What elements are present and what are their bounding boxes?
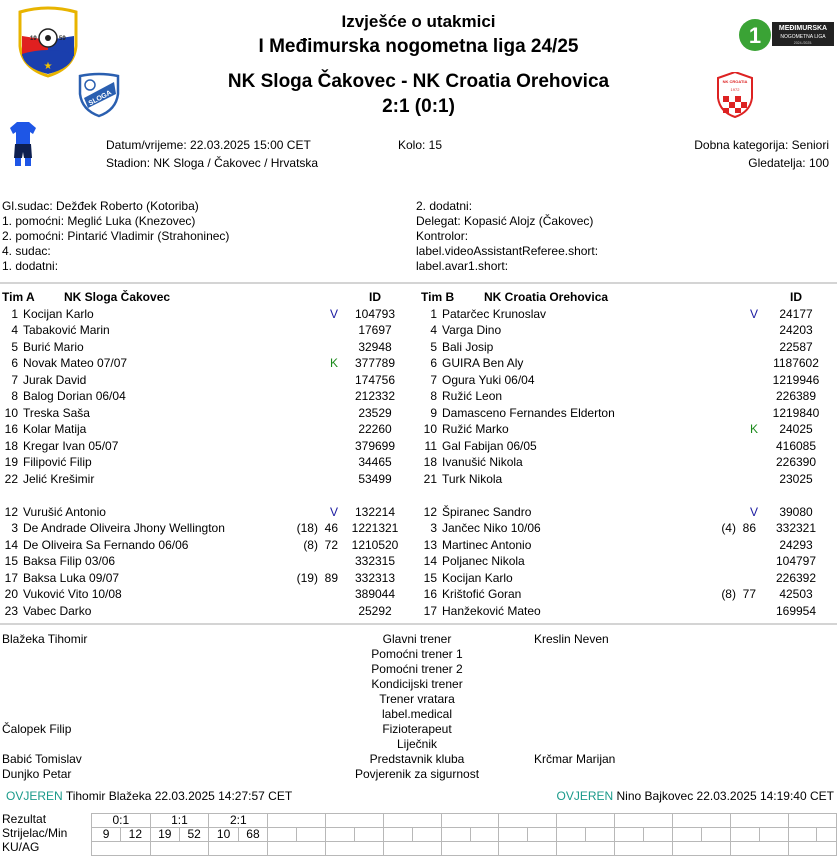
- player-id: 1187602: [773, 356, 819, 370]
- player-name: Jurak David: [23, 373, 87, 387]
- player-name: Tabaković Marin: [23, 323, 110, 337]
- goals-table: [91, 813, 837, 856]
- player-row: [0, 421, 410, 437]
- team-a-label: Tim A: [2, 290, 35, 304]
- player-id: 24025: [779, 422, 813, 436]
- goalkeeper-badge: V: [329, 505, 338, 519]
- match-round: Kolo: 15: [398, 138, 443, 152]
- match-datetime: Datum/vrijeme: 22.03.2025 15:00 CET: [106, 138, 311, 152]
- player-id: 1221321: [351, 521, 399, 535]
- substitution-info: (19) 89: [296, 571, 338, 585]
- player-name: Ogura Yuki 06/04: [442, 373, 535, 387]
- player-id: 17697: [358, 323, 392, 337]
- substitution-info: (18) 46: [296, 521, 338, 535]
- player-row: [419, 520, 829, 536]
- verification-right: [556, 789, 834, 803]
- player-id: 389044: [354, 587, 396, 601]
- player-id: 132214: [354, 505, 396, 519]
- player-id: 24293: [779, 538, 813, 552]
- goal-ku-cell: [788, 842, 837, 856]
- player-name: Hanžeković Mateo: [442, 604, 541, 618]
- player-number: 3: [11, 521, 18, 535]
- goal-scorer-cell: 12: [121, 828, 150, 842]
- player-name: Turk Nikola: [442, 472, 503, 486]
- player-id: 23529: [358, 406, 392, 420]
- staff-role: Povjerenik za sigurnost: [354, 767, 480, 781]
- goal-result-cell: [441, 814, 499, 828]
- goal-scorer-cell: [730, 828, 759, 842]
- player-name: De Andrade Oliveira Jhony Wellington: [23, 521, 225, 535]
- player-id: 174756: [354, 373, 396, 387]
- player-id: 25292: [358, 604, 392, 618]
- player-number: 6: [11, 356, 18, 370]
- team-a-name: NK Sloga Čakovec: [64, 290, 171, 304]
- player-row: [0, 322, 410, 338]
- player-number: 10: [4, 406, 18, 420]
- captain-badge: K: [749, 422, 758, 436]
- player-number: 4: [430, 323, 437, 337]
- player-id: 24203: [779, 323, 813, 337]
- player-number: 1: [430, 307, 437, 321]
- player-row: [0, 306, 410, 322]
- match-score: 2:1 (0:1): [382, 96, 455, 117]
- player-name: Kregar Ivan 05/07: [23, 439, 119, 453]
- player-row: [0, 471, 410, 487]
- goal-result-cell: [326, 814, 384, 828]
- goal-result-cell: [557, 814, 615, 828]
- team-b-id-header: ID: [790, 290, 802, 304]
- team-b-label: Tim B: [421, 290, 455, 304]
- player-id: 416085: [775, 439, 817, 453]
- team-b-name: NK Croatia Orehovica: [484, 290, 609, 304]
- home-staff-name: Čalopek Filip: [2, 722, 72, 736]
- player-row: [419, 586, 829, 602]
- player-name: Varga Dino: [442, 323, 502, 337]
- player-id: 32948: [358, 340, 392, 354]
- svg-text:NK CROATIA: NK CROATIA: [722, 79, 748, 84]
- goal-ku-cell: [268, 842, 326, 856]
- player-row: [0, 553, 410, 569]
- player-row: [419, 405, 829, 421]
- goal-scorer-cell: [499, 828, 528, 842]
- goal-result-cell: [788, 814, 837, 828]
- player-id: 34465: [358, 455, 392, 469]
- official-assistant-2: 2. pomoćni: Pintarić Vladimir (Strahoninec): [2, 229, 230, 243]
- player-name: Ružić Leon: [442, 389, 503, 403]
- player-id: 1219946: [772, 373, 820, 387]
- goal-scorer-cell: [383, 828, 412, 842]
- goal-scorer-cell: [759, 828, 788, 842]
- svg-text:SLOGA: SLOGA: [87, 89, 113, 108]
- goalkeeper-badge: V: [749, 307, 758, 321]
- player-number: 3: [430, 521, 437, 535]
- player-row: [419, 471, 829, 487]
- goals-row: [92, 814, 837, 828]
- player-row: [419, 454, 829, 470]
- player-name: Kocijan Karlo: [23, 307, 94, 321]
- player-row: [419, 438, 829, 454]
- goals-label-ku: KU/AG: [2, 840, 40, 854]
- player-row: [0, 520, 410, 536]
- player-number: 4: [11, 323, 18, 337]
- player-number: 7: [430, 373, 437, 387]
- player-name: Filipović Filip: [23, 455, 92, 469]
- kit-icon: [10, 122, 36, 166]
- player-name: De Oliveira Sa Fernando 06/06: [23, 538, 189, 552]
- goal-ku-cell: [441, 842, 499, 856]
- goal-scorer-cell: [615, 828, 644, 842]
- player-number: 13: [423, 538, 437, 552]
- player-id: 332313: [354, 571, 396, 585]
- staff-role: label.medical: [381, 707, 453, 721]
- goal-scorer-cell: [788, 828, 817, 842]
- player-row: [419, 570, 829, 586]
- player-name: Jančec Niko 10/06: [442, 521, 541, 535]
- player-name: Damasceno Fernandes Elderton: [442, 406, 615, 420]
- goal-scorer-cell: [354, 828, 383, 842]
- player-number: 18: [423, 455, 437, 469]
- player-number: 17: [4, 571, 18, 585]
- player-number: 8: [430, 389, 437, 403]
- player-name: Burić Mario: [23, 340, 84, 354]
- player-number: 12: [423, 505, 437, 519]
- player-id: 1210520: [351, 538, 399, 552]
- away-staff-name: Kreslin Neven: [534, 632, 609, 646]
- staff-role: Predstavnik kluba: [369, 752, 465, 766]
- player-id: 226390: [775, 455, 817, 469]
- player-id: 104793: [354, 307, 396, 321]
- goals-label-scorer: Strijelac/Min: [2, 826, 68, 840]
- player-number: 15: [423, 571, 437, 585]
- player-name: Ivanušić Nikola: [442, 455, 523, 469]
- goal-ku-cell: [383, 842, 441, 856]
- player-number: 14: [423, 554, 437, 568]
- player-id: 226392: [775, 571, 817, 585]
- goal-scorer-cell: 52: [179, 828, 208, 842]
- officials-left: [2, 199, 229, 274]
- age-category: Dobna kategorija: Seniori: [694, 138, 829, 152]
- player-number: 10: [423, 422, 437, 436]
- home-staff-name: Dunjko Petar: [2, 767, 72, 781]
- substitution-info: (8) 77: [721, 587, 756, 601]
- official-fourth: 4. sudac:: [2, 244, 51, 258]
- staff-role: Pomoćni trener 2: [371, 662, 463, 676]
- goal-scorer-cell: [268, 828, 297, 842]
- player-name: Patarčec Krunoslav: [442, 307, 547, 321]
- player-name: Balog Dorian 06/04: [23, 389, 126, 403]
- report-title: Izvješće o utakmici: [341, 12, 496, 31]
- player-id: 53499: [358, 472, 392, 486]
- goal-ku-cell: [615, 842, 673, 856]
- official-main-referee: Gl.sudac: Dežđek Roberto (Kotoriba): [2, 199, 199, 213]
- player-number: 6: [430, 356, 437, 370]
- player-number: 9: [430, 406, 437, 420]
- player-number: 20: [4, 587, 18, 601]
- divider: [0, 623, 837, 625]
- team-a-id-header: ID: [369, 290, 381, 304]
- player-row: [0, 586, 410, 602]
- verified-status: OVJEREN: [556, 789, 614, 803]
- player-row: [0, 355, 410, 371]
- official-var: label.videoAssistantReferee.short:: [416, 244, 599, 258]
- goal-result-cell: [268, 814, 326, 828]
- goal-result-cell: 0:1: [92, 814, 151, 828]
- player-name: Špiranec Sandro: [442, 505, 532, 519]
- divider: [0, 282, 837, 284]
- player-row: [0, 339, 410, 355]
- svg-text:MEĐIMURSKA: MEĐIMURSKA: [778, 25, 828, 32]
- goal-ku-cell: [672, 842, 730, 856]
- official-delegate: Delegat: Kopasić Alojz (Čakovec): [416, 214, 594, 228]
- player-id: 22260: [358, 422, 392, 436]
- staff-role: Fizioterapeut: [382, 722, 452, 736]
- player-name: Baksa Filip 03/06: [23, 554, 116, 568]
- player-number: 11: [424, 439, 437, 453]
- player-name: Jelić Krešimir: [23, 472, 95, 486]
- player-name: Novak Mateo 07/07: [23, 356, 128, 370]
- player-number: 21: [423, 472, 437, 486]
- goal-scorer-cell: 68: [238, 828, 267, 842]
- player-id: 332315: [354, 554, 396, 568]
- goal-scorer-cell: [441, 828, 470, 842]
- goal-result-cell: [383, 814, 441, 828]
- goals-row: [92, 828, 837, 842]
- goal-ku-cell: [730, 842, 788, 856]
- player-name: Baksa Luka 09/07: [23, 571, 120, 585]
- player-name: Treska Saša: [23, 406, 90, 420]
- goalkeeper-badge: V: [329, 307, 338, 321]
- player-row: [419, 372, 829, 388]
- svg-text:2024./2025.: 2024./2025.: [793, 41, 813, 45]
- player-number: 16: [423, 587, 437, 601]
- staff-role: Liječnik: [396, 737, 438, 751]
- goal-scorer-cell: [297, 828, 326, 842]
- goalkeeper-badge: V: [749, 505, 758, 519]
- home-staff-name: Blažeka Tihomir: [2, 632, 88, 646]
- player-number: 23: [4, 604, 18, 618]
- goal-result-cell: 1:1: [150, 814, 209, 828]
- player-row: [419, 388, 829, 404]
- player-row: [419, 306, 829, 322]
- goal-scorer-cell: 9: [92, 828, 121, 842]
- player-id: 1219840: [772, 406, 820, 420]
- match-title: NK Sloga Čakovec - NK Croatia Orehovica: [227, 71, 610, 92]
- match-stadium: Stadion: NK Sloga / Čakovec / Hrvatska: [106, 156, 319, 170]
- goal-result-cell: [730, 814, 788, 828]
- svg-text:★: ★: [43, 61, 53, 72]
- player-name: Vabec Darko: [23, 604, 92, 618]
- player-number: 5: [11, 340, 18, 354]
- player-row: [0, 603, 410, 619]
- svg-text:59: 59: [59, 36, 66, 42]
- player-number: 22: [4, 472, 18, 486]
- verified-by: Nino Bajkovec 22.03.2025 14:19:40 CET: [616, 789, 834, 803]
- staff-role: Kondicijski trener: [371, 677, 463, 691]
- player-number: 15: [4, 554, 18, 568]
- player-number: 14: [4, 538, 18, 552]
- player-number: 12: [4, 505, 18, 519]
- goal-scorer-cell: [412, 828, 441, 842]
- goal-scorer-cell: [557, 828, 586, 842]
- player-id: 169954: [775, 604, 817, 618]
- player-name: Martinec Antonio: [442, 538, 532, 552]
- official-controller: Kontrolor:: [416, 229, 469, 243]
- goal-scorer-cell: [701, 828, 730, 842]
- attendance: Gledatelja: 100: [748, 156, 829, 170]
- player-number: 17: [423, 604, 437, 618]
- goal-ku-cell: [209, 842, 268, 856]
- player-number: 5: [430, 340, 437, 354]
- goals-labels: [2, 812, 67, 854]
- player-name: Kocijan Karlo: [442, 571, 513, 585]
- official-assistant-1: 1. pomoćni: Meglić Luka (Knezovec): [2, 214, 196, 228]
- goal-result-cell: [499, 814, 557, 828]
- player-name: GUIRA Ben Aly: [442, 356, 524, 370]
- player-number: 19: [4, 455, 18, 469]
- svg-text:1972: 1972: [730, 87, 740, 92]
- home-staff-name: Babić Tomislav: [2, 752, 82, 766]
- player-row: [419, 553, 829, 569]
- goal-result-cell: [615, 814, 673, 828]
- staff-role: Glavni trener: [382, 632, 452, 646]
- player-row: [0, 372, 410, 388]
- player-row: [419, 421, 829, 437]
- player-number: 7: [11, 373, 18, 387]
- goals-label-result: Rezultat: [2, 812, 47, 826]
- verification-left: [6, 789, 292, 803]
- official-additional-1: 1. dodatni:: [2, 259, 59, 273]
- player-row: [0, 454, 410, 470]
- player-row: [419, 339, 829, 355]
- player-row: [419, 504, 829, 520]
- player-name: Bali Josip: [442, 340, 494, 354]
- goal-result-cell: 2:1: [209, 814, 268, 828]
- verified-by: Tihomir Blažeka 22.03.2025 14:27:57 CET: [65, 789, 293, 803]
- official-additional-2: 2. dodatni:: [416, 199, 473, 213]
- official-avar: label.avar1.short:: [416, 259, 509, 273]
- goal-scorer-cell: 10: [209, 828, 238, 842]
- player-id: 377789: [354, 356, 396, 370]
- officials-right: [416, 199, 598, 274]
- player-number: 8: [11, 389, 18, 403]
- away-staff-name: Krčmar Marijan: [534, 752, 616, 766]
- player-row: [419, 322, 829, 338]
- player-row: [0, 405, 410, 421]
- player-id: 104797: [775, 554, 817, 568]
- player-row: [0, 504, 410, 520]
- substitution-info: (8) 72: [303, 538, 338, 552]
- goal-scorer-cell: [817, 828, 837, 842]
- player-id: 226389: [775, 389, 817, 403]
- player-name: Krištofić Goran: [442, 587, 522, 601]
- player-name: Poljanec Nikola: [442, 554, 525, 568]
- player-name: Ružić Marko: [442, 422, 509, 436]
- goal-ku-cell: [499, 842, 557, 856]
- goal-scorer-cell: [672, 828, 701, 842]
- goal-scorer-cell: [643, 828, 672, 842]
- goal-scorer-cell: [470, 828, 499, 842]
- player-row: [419, 603, 829, 619]
- player-id: 212332: [354, 389, 396, 403]
- goal-scorer-cell: [528, 828, 557, 842]
- player-row: [0, 438, 410, 454]
- player-row: [0, 570, 410, 586]
- player-name: Vurušić Antonio: [23, 505, 106, 519]
- player-number: 18: [4, 439, 18, 453]
- player-name: Gal Fabijan 06/05: [442, 439, 537, 453]
- goal-ku-cell: [92, 842, 151, 856]
- player-number: 1: [11, 307, 18, 321]
- goal-scorer-cell: 19: [150, 828, 179, 842]
- player-row: [0, 388, 410, 404]
- player-name: Vuković Vito 10/08: [23, 587, 122, 601]
- goal-result-cell: [672, 814, 730, 828]
- goal-ku-cell: [150, 842, 209, 856]
- goal-scorer-cell: [586, 828, 615, 842]
- player-number: 16: [4, 422, 18, 436]
- player-id: 39080: [779, 505, 813, 519]
- staff-role: Pomoćni trener 1: [371, 647, 463, 661]
- captain-badge: K: [329, 356, 338, 370]
- player-id: 23025: [779, 472, 813, 486]
- player-id: 332321: [775, 521, 817, 535]
- goal-scorer-cell: [326, 828, 355, 842]
- player-id: 22587: [779, 340, 813, 354]
- player-row: [419, 537, 829, 553]
- goals-row: [92, 842, 837, 856]
- player-id: 24177: [779, 307, 813, 321]
- goal-ku-cell: [557, 842, 615, 856]
- svg-text:19: 19: [30, 36, 37, 42]
- staff-role: Trener vratara: [379, 692, 455, 706]
- svg-text:1: 1: [748, 23, 762, 48]
- player-id: 379699: [354, 439, 396, 453]
- player-row: [0, 537, 410, 553]
- substitution-info: (4) 86: [721, 521, 756, 535]
- svg-text:NOGOMETNA LIGA: NOGOMETNA LIGA: [780, 34, 826, 40]
- verified-status: OVJEREN: [6, 789, 63, 803]
- player-name: Kolar Matija: [23, 422, 87, 436]
- goal-ku-cell: [326, 842, 384, 856]
- league-title: I Međimurska nogometna liga 24/25: [258, 36, 579, 57]
- player-row: [419, 355, 829, 371]
- player-id: 42503: [779, 587, 813, 601]
